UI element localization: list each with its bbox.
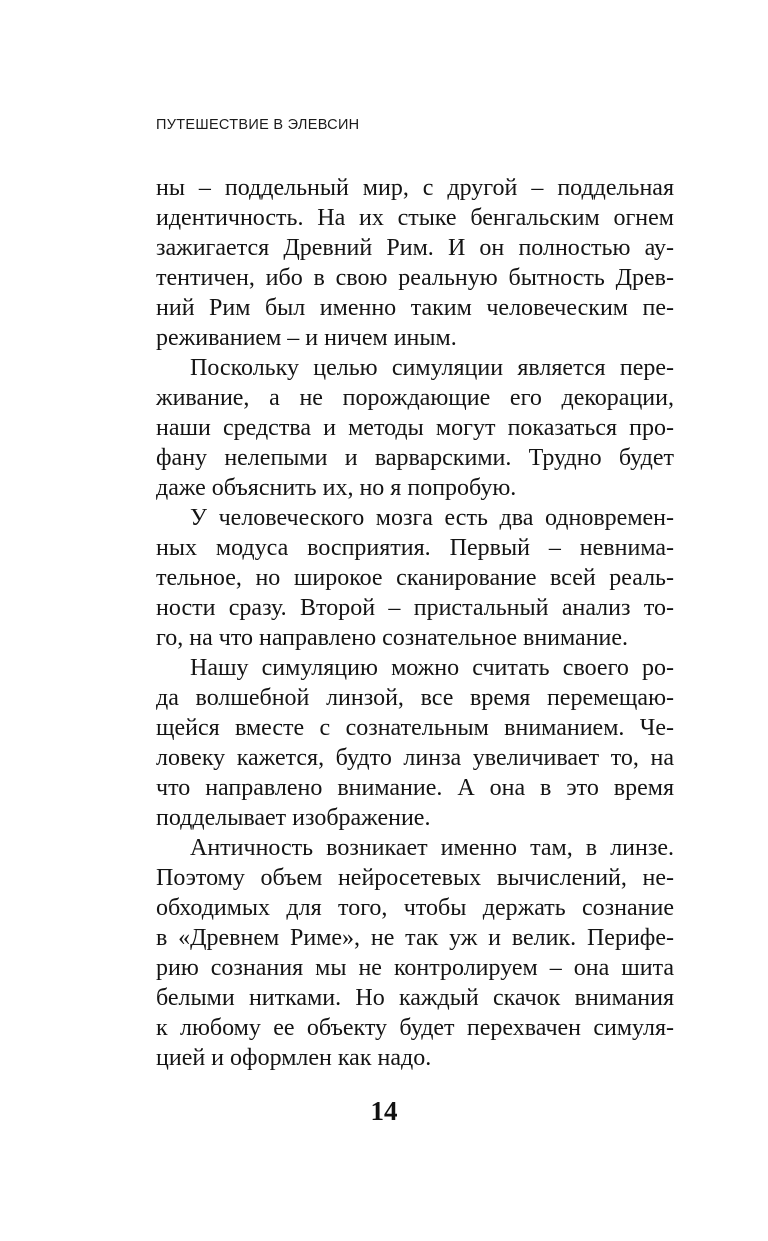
text-line: идентичность. На их стыке бенгальским огнем <box>156 205 674 231</box>
text-line: подделывает изображение. <box>156 805 431 831</box>
text-line: живание, а не порождающие его декорации, <box>156 385 674 411</box>
text-line: ности сразу. Второй – пристальный анализ то- <box>156 595 674 621</box>
text-line: У человеческого мозга есть два одновремен- <box>190 505 674 531</box>
text-line: даже объяснить их, но я попробую. <box>156 475 517 501</box>
text-line: ны – поддельный мир, с другой – поддельная <box>156 175 674 201</box>
body-text <box>156 173 674 1073</box>
text-line: рию сознания мы не контролируем – она шита <box>156 955 674 981</box>
text-line: тельное, но широкое сканирование всей реаль- <box>156 565 674 591</box>
paragraph <box>156 353 674 503</box>
text-line: щейся вместе с сознательным вниманием. Че- <box>156 715 674 741</box>
text-line: белыми нитками. Но каждый скачок внимания <box>156 985 674 1011</box>
text-line: в «Древнем Риме», не так уж и велик. Перифе- <box>156 925 674 951</box>
text-line: наши средства и методы могут показаться про- <box>156 415 674 441</box>
text-line: реживанием – и ничем иным. <box>156 325 457 351</box>
paragraph <box>156 833 674 1073</box>
text-line: ловеку кажется, будто линза увеличивает то, на <box>156 745 674 771</box>
paragraph <box>156 653 674 833</box>
text-line: что направлено внимание. А она в это время <box>156 775 674 801</box>
text-line: Античность возникает именно там, в линзе. <box>190 835 674 861</box>
text-line: цией и оформлен как надо. <box>156 1045 432 1071</box>
text-line: фану нелепыми и варварскими. Трудно будет <box>156 445 674 471</box>
running-head: ПУТЕШЕСТВИЕ В ЭЛЕВСИН <box>156 117 360 133</box>
text-line: да волшебной линзой, все время перемещаю- <box>156 685 674 711</box>
text-line: к любому ее объекту будет перехвачен симуля- <box>156 1015 674 1041</box>
text-line: Поскольку целью симуляции является пере- <box>190 355 674 381</box>
text-line: Нашу симуляцию можно считать своего ро- <box>190 655 674 681</box>
text-line: зажигается Древний Рим. И он полностью ау- <box>156 235 674 261</box>
text-line: ний Рим был именно таким человеческим пе- <box>156 295 674 321</box>
text-line: го, на что направлено сознательное внимание. <box>156 625 629 651</box>
paragraph <box>156 503 674 653</box>
paragraph <box>156 173 674 353</box>
text-line: обходимых для того, чтобы держать сознание <box>156 895 674 921</box>
text-line: тентичен, ибо в свою реальную бытность Древ- <box>156 265 674 291</box>
text-line: ных модуса восприятия. Первый – невнима- <box>156 535 674 561</box>
page-number: 14 <box>370 1096 398 1126</box>
text-line: Поэтому объем нейросетевых вычислений, не- <box>156 865 674 891</box>
